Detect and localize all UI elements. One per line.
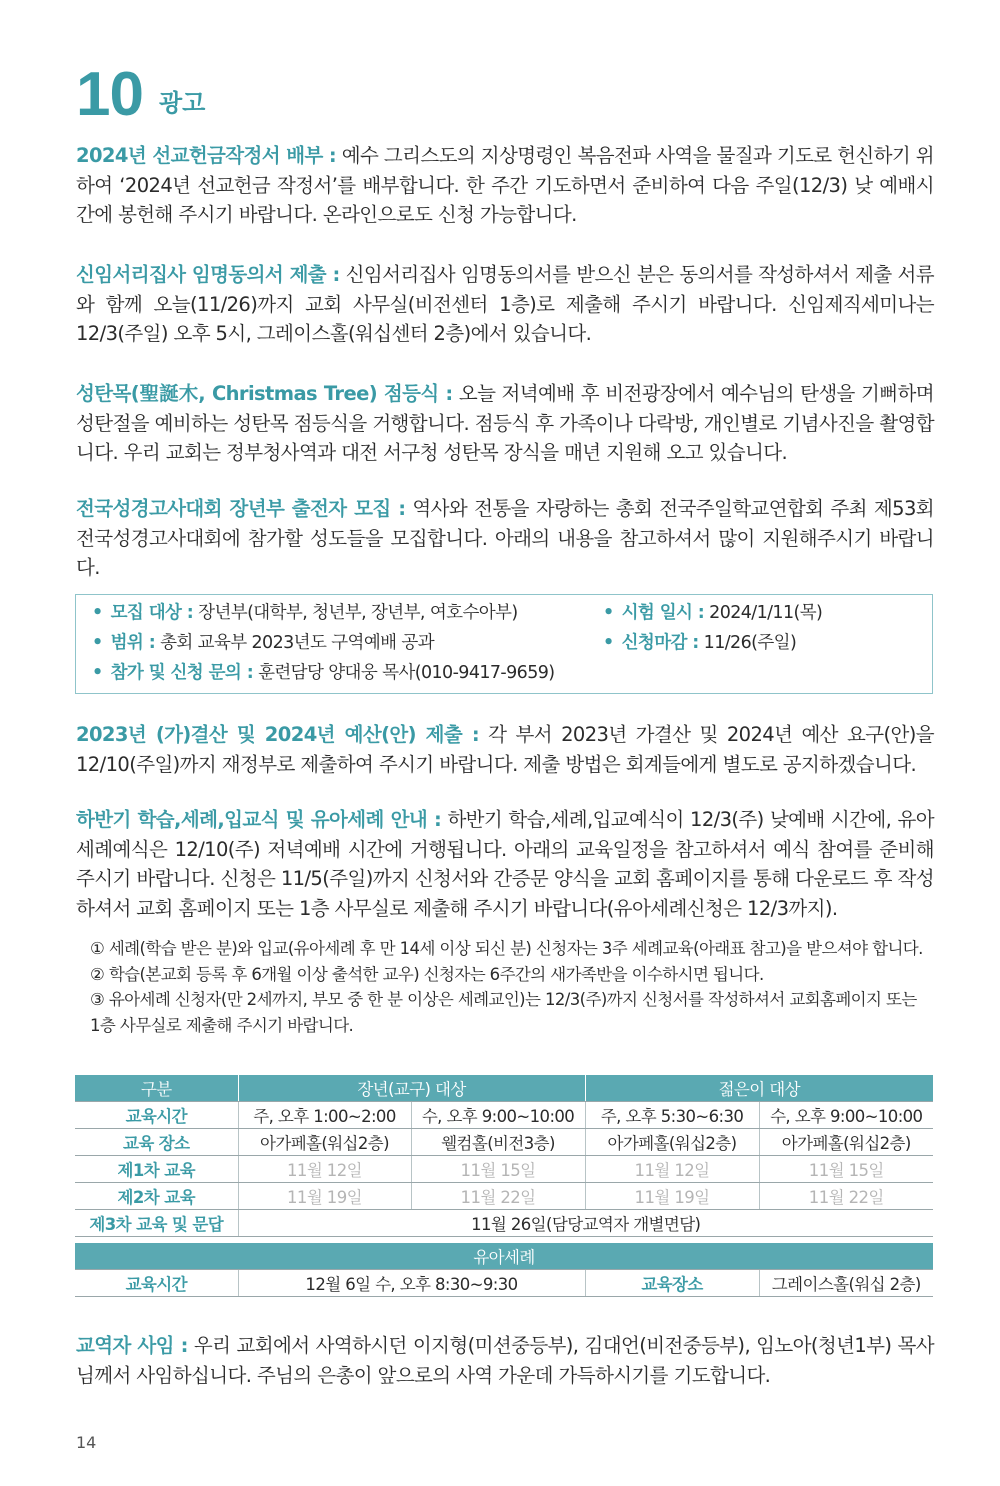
header-division: 구분 (75, 1075, 238, 1102)
notice-body: 역사와 전통을 자랑하는 총회 전국주일학교연합회 주최 제53회 전국성경고사대회에 참가할 성도들을 모집합니다. 아래의 내용을 참고하셔서 많이 지원해주시기 바랍니다. (76, 497, 934, 579)
table-header-row (75, 1243, 933, 1270)
table-cell: 11월 15일 (759, 1156, 933, 1183)
table-cell: 11월 22일 (411, 1183, 585, 1210)
education-schedule-table (75, 1075, 933, 1237)
table-cell: 11월 26일(담당교역자 개별면담) (238, 1210, 933, 1237)
page-number: 14 (76, 1433, 97, 1452)
notice-body: 하반기 학습,세례,입교예식이 12/3(주) 낮예배 시간에, 유아세례예식은 12/10(주) 저녁예배 시간에 거행됩니다. 아래의 교육일정을 참고하셔서 예식 참여를 준비해주시기 바랍니다. 신청은 11/5(주일)까지 신청서와 간증문 양식을 교회 홈페이지를 통해 다운로드 후 작성하셔서 교회 홈페이지 또는 1층 사무실로 제출해 주시기 바랍니다(유아세례신청은 12/3까지). (76, 808, 934, 920)
bullet-exam-date: • 시험 일시 : 2024/1/11(목) (603, 603, 823, 623)
row-label: 교육장소 (585, 1270, 759, 1297)
notice-body: 우리 교회에서 사역하시던 이지형(미션중등부), 김대언(비전중등부), 임노아(청년1부) 목사님께서 사임하십니다. 주님의 은총이 앞으로의 사역 가운데 가득하시기를 기도합니다. (76, 1334, 934, 1387)
table-cell: 11월 12일 (238, 1156, 411, 1183)
notice-heading: 2024년 선교헌금작정서 배부 : (76, 144, 337, 167)
notice-heading: 하반기 학습,세례,입교식 및 유아세례 안내 : (76, 808, 442, 831)
section-title: 광고 (158, 89, 206, 117)
bullet-contact: • 참가 및 신청 문의 : 훈련담당 양대웅 목사(010-9417-9659) (92, 663, 555, 683)
notice-body: 오늘 저녁예배 후 비전광장에서 예수님의 탄생을 기뻐하며 성탄절을 예비하는 성탄목 점등식을 거행합니다. 점등식 후 가족이나 다락방, 개인별로 기념사진을 촬영합니다. 우리 교회는 정부청사역과 대전 서구청 성탄목 장식을 매년 지원해 오고 있습니다. (76, 382, 934, 464)
header-adult: 장년(교구) 대상 (238, 1075, 585, 1102)
notice-heading: 성탄목(聖誕木, Christmas Tree) 점등식 : (76, 382, 453, 405)
row-label: 교육시간 (75, 1102, 238, 1129)
note-3: ③ 유아세례 신청자(만 2세까지, 부모 중 한 분 이상은 세례교인)는 12/3(주)까지 신청서를 작성하셔서 교회홈페이지 또는 1층 사무실로 제출해 주시기 바랍니다. (90, 990, 917, 1035)
notice-budget (76, 720, 934, 779)
notice-heading: 2023년 (가)결산 및 2024년 예산(안) 제출 : (76, 723, 480, 746)
notice-heading: 교역자 사임 : (76, 1334, 188, 1357)
table-cell: 11월 12일 (585, 1156, 759, 1183)
bullet-deadline: • 신청마감 : 11/26(주일) (603, 633, 797, 653)
table-cell: 아가페홀(워십2층) (585, 1129, 759, 1156)
table-row (75, 1102, 933, 1129)
note-1: ① 세례(학습 받은 분)와 입교(유아세례 후 만 14세 이상 되신 분) 신청자는 3주 세례교육(아래표 참고)을 받으셔야 합니다. (90, 939, 923, 958)
header-infant-baptism: 유아세례 (75, 1243, 933, 1270)
row-label: 교육시간 (75, 1270, 238, 1297)
notice-body: 신임서리집사 임명동의서를 받으신 분은 동의서를 작성하셔서 제출 서류와 함께 오늘(11/26)까지 교회 사무실(비전센터 1층)로 제출해 주시기 바랍니다. 신임제직세미나는 12/3(주일) 오후 5시, 그레이스홀(워십센터 2층)에서 있습니다. (76, 263, 934, 345)
row-label: 제1차 교육 (75, 1156, 238, 1183)
table-cell: 주, 오후 5:30~6:30 (585, 1102, 759, 1129)
notice-heading: 전국성경고사대회 장년부 출전자 모집 : (76, 497, 406, 520)
notice-body: 예수 그리스도의 지상명령인 복음전파 사역을 물질과 기도로 헌신하기 위하여 ‘2024년 선교헌금 작정서’를 배부합니다. 한 주간 기도하면서 준비하여 다음 주일(12/3) 낮 예배시간에 봉헌해 주시기 바랍니다. 온라인으로도 신청 가능합니다. (76, 144, 935, 226)
notice-christmas-tree (76, 379, 934, 468)
table-cell: 그레이스홀(워십 2층) (759, 1270, 933, 1297)
table-cell: 아가페홀(워십2층) (759, 1129, 933, 1156)
table-cell: 11월 22일 (759, 1183, 933, 1210)
row-label: 제3차 교육 및 문답 (75, 1210, 238, 1237)
table-cell: 주, 오후 1:00~2:00 (238, 1102, 411, 1129)
table-row (75, 1270, 933, 1297)
notice-bible-contest (76, 494, 934, 583)
table-row (75, 1129, 933, 1156)
row-label: 제2차 교육 (75, 1183, 238, 1210)
bullet-target: • 모집 대상 : 장년부(대학부, 청년부, 장년부, 여호수아부) (92, 603, 518, 623)
section-header (76, 60, 206, 129)
notice-mission-pledge (76, 141, 934, 230)
table-header-row (75, 1075, 933, 1102)
table-cell: 수, 오후 9:00~10:00 (759, 1102, 933, 1129)
baptism-notes (90, 936, 930, 1038)
table-cell: 12월 6일 수, 오후 8:30~9:30 (238, 1270, 585, 1297)
infant-baptism-table (75, 1243, 933, 1297)
header-young: 젊은이 대상 (585, 1075, 933, 1102)
notice-deacon-consent (76, 260, 934, 349)
table-cell: 11월 19일 (585, 1183, 759, 1210)
table-cell: 웰컴홀(비전3층) (411, 1129, 585, 1156)
note-2: ② 학습(본교회 등록 후 6개월 이상 출석한 교우) 신청자는 6주간의 새가족반을 이수하시면 됩니다. (90, 964, 764, 984)
notice-heading: 신임서리집사 임명동의서 제출 : (76, 263, 340, 286)
section-number: 10 (76, 60, 143, 129)
notice-baptism (76, 805, 934, 923)
table-cell: 수, 오후 9:00~10:00 (411, 1102, 585, 1129)
row-label: 교육 장소 (75, 1129, 238, 1156)
table-row (75, 1156, 933, 1183)
notice-body: 각 부서 2023년 가결산 및 2024년 예산 요구(안)을 12/10(주일)까지 재정부로 제출하여 주시기 바랍니다. 제출 방법은 회계들에게 별도로 공지하겠습니다. (76, 723, 935, 776)
notice-staff-resignation (76, 1331, 934, 1390)
table-row (75, 1183, 933, 1210)
table-cell: 11월 15일 (411, 1156, 585, 1183)
table-row (75, 1210, 933, 1237)
table-cell: 아가페홀(워십2층) (238, 1129, 411, 1156)
bullet-scope: • 범위 : 총회 교육부 2023년도 구역예배 공과 (92, 633, 435, 653)
table-cell: 11월 19일 (238, 1183, 411, 1210)
